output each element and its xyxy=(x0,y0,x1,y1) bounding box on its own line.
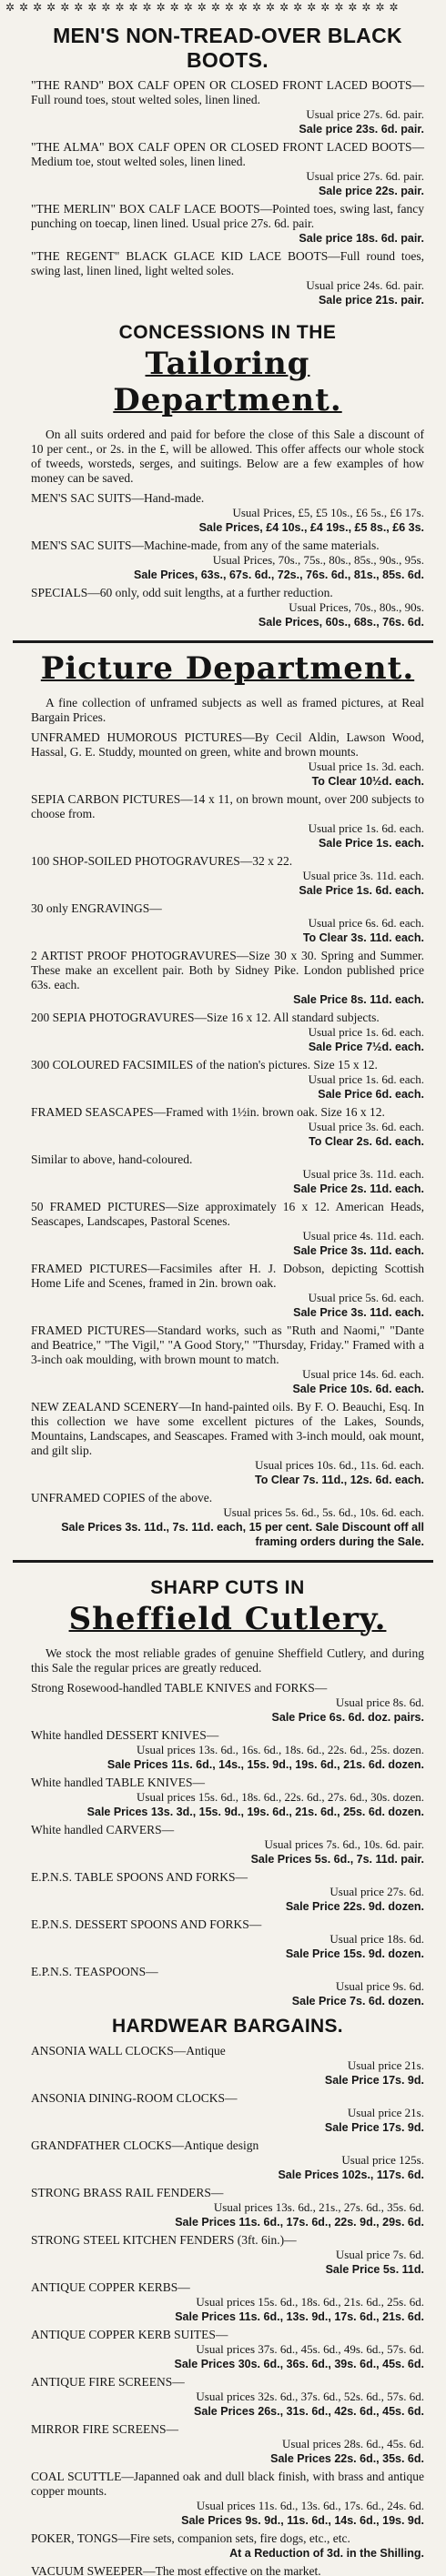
list-item xyxy=(31,2564,424,2576)
tailoring-heading-large: Tailoring Department. xyxy=(113,346,342,418)
item-description: FRAMED SEASCAPES—Framed with 1½in. brown oak. Size 16 x 12. xyxy=(31,1105,385,1119)
boots-section xyxy=(0,24,446,307)
list-item xyxy=(31,1400,424,1487)
sale-price: Sale price 23s. 6d. pair. xyxy=(299,123,424,136)
pictures-section xyxy=(0,650,446,1549)
tailoring-intro: On all suits ordered and paid for before the close of this Sale a discount of 10 per cent., or 2s. in the £, will be allowed. This offer affects our whole stock of tweeds, worsteds, serges, and suitings. Below are a few examples of how money can be saved. xyxy=(31,428,424,485)
boots-list xyxy=(31,78,424,307)
list-item xyxy=(31,78,424,136)
item-description: 200 SEPIA PHOTOGRAVURES—Size 16 x 12. All standard subjects. xyxy=(31,1011,380,1024)
usual-price: Usual prices 15s. 6d., 18s. 6d., 22s. 6d., 27s. 6d., 30s. dozen. xyxy=(137,1790,424,1804)
item-description: ANTIQUE COPPER KERB SUITES— xyxy=(31,2328,228,2341)
sale-price: Sale Prices, 63s., 67s. 6d., 72s., 76s. 6d., 81s., 85s. 6d. xyxy=(134,569,424,581)
sale-price: Sale Price 17s. 9d. xyxy=(324,2121,424,2134)
usual-price: Usual price 9s. 6d. xyxy=(335,1979,424,1993)
usual-price: Usual price 3s. 11d. each. xyxy=(302,869,424,882)
item-description: "THE REGENT" BLACK GLACE KID LACE BOOTS—Full round toes, swing last, linen lined, light welted soles. xyxy=(31,249,424,277)
usual-price: Usual prices 10s. 6d., 11s. 6d. each. xyxy=(255,1458,424,1472)
usual-price: Usual price 1s. 6d. each. xyxy=(308,821,424,835)
list-item xyxy=(31,1491,424,1549)
cutlery-list xyxy=(31,1681,424,2008)
sale-price: Sale Prices 5s. 6d., 7s. 11d. pair. xyxy=(250,1853,424,1866)
usual-price: Usual price 125s. xyxy=(341,2153,424,2167)
list-item xyxy=(31,854,424,898)
item-description: 2 ARTIST PROOF PHOTOGRAVURES—Size 30 x 30. Spring and Summer. These make an excellent pair. Both by Sidney Pike. London published price 63s. each. xyxy=(31,949,424,991)
sale-price: Sale price 22s. pair. xyxy=(318,185,424,197)
list-item xyxy=(31,949,424,1007)
sale-price: Sale Price 22s. 9d. dozen. xyxy=(285,1900,424,1913)
usual-price: Usual price 4s. 11d. each. xyxy=(302,1229,424,1243)
sale-price: Sale Price 10s. 6d. each. xyxy=(292,1383,424,1395)
section-divider xyxy=(13,1560,433,1563)
item-description: Similar to above, hand-coloured. xyxy=(31,1152,193,1166)
item-description: White handled DESSERT KNIVES— xyxy=(31,1728,219,1742)
list-item xyxy=(31,1870,424,1914)
item-description: POKER, TONGS—Fire sets, companion sets, fire dogs, etc., etc. xyxy=(31,2531,350,2545)
usual-price: Usual price 21s. xyxy=(347,2106,424,2119)
usual-price: Usual price 1s. 3d. each. xyxy=(308,760,424,773)
usual-price: Usual prices 7s. 6d., 10s. 6d. pair. xyxy=(264,1837,424,1851)
tailoring-list xyxy=(31,491,424,629)
sale-price: Sale Price 7½d. each. xyxy=(308,1041,424,1053)
top-star-border: ✲ ✲ ✲ ✲ ✲ ✲ ✲ ✲ ✲ ✲ ✲ ✲ ✲ ✲ ✲ ✲ ✲ ✲ ✲ ✲ ✲ ✲ ✲ ✲ ✲ ✲ ✲ ✲ ✲ xyxy=(5,1,400,14)
list-item xyxy=(31,249,424,307)
list-item xyxy=(31,2044,424,2088)
item-description: GRANDFATHER CLOCKS—Antique design xyxy=(31,2138,259,2152)
usual-price: Usual price 27s. 6d. xyxy=(329,1885,424,1898)
item-description: COAL SCUTTLE—Japanned oak and dull black finish, with brass and antique copper mounts. xyxy=(31,2470,424,2498)
list-item xyxy=(31,1105,424,1149)
list-item xyxy=(31,1152,424,1196)
usual-price: Usual prices 37s. 6d., 45s. 6d., 49s. 6d., 57s. 6d. xyxy=(196,2342,424,2356)
list-item xyxy=(31,2531,424,2561)
list-item xyxy=(31,2375,424,2419)
item-description: UNFRAMED COPIES of the above. xyxy=(31,1491,213,1504)
sale-price: Sale price 18s. 6d. pair. xyxy=(299,232,424,245)
usual-price: Usual price 18s. 6d. xyxy=(329,1932,424,1946)
item-description: FRAMED PICTURES—Facsimiles after H. J. Dobson, depicting Scottish Home Life and Scenes, framed in 2in. brown oak. xyxy=(31,1262,424,1290)
hardware-list xyxy=(31,2044,424,2576)
sale-price: Sale Prices 11s. 6d., 17s. 6d., 22s. 9d., 29s. 6d. xyxy=(175,2216,424,2229)
cutlery-intro: We stock the most reliable grades of genuine Sheffield Cutlery, and during this Sale the regular prices are greatly reduced. xyxy=(31,1646,424,1675)
sale-price: Sale Prices 26s., 31s. 6d., 42s. 6d., 45s. 6d. xyxy=(194,2405,424,2418)
usual-price: Usual price 1s. 6d. each. xyxy=(308,1072,424,1086)
item-description: FRAMED PICTURES—Standard works, such as "Ruth and Naomi," "Dante and Beatrice," "The Vigil," "A Good Story," "Thursday, Friday." Framed with a 3-inch oak moulding, with brown mount to match. xyxy=(31,1323,424,1366)
item-description: ANTIQUE COPPER KERBS— xyxy=(31,2280,190,2294)
cutlery-heading-small: SHARP CUTS IN xyxy=(150,1577,305,1598)
list-item xyxy=(31,792,424,850)
pictures-list xyxy=(31,730,424,1549)
sale-price: Sale Prices 102s., 117s. 6d. xyxy=(278,2168,424,2181)
item-description: ANSONIA WALL CLOCKS—Antique xyxy=(31,2044,226,2058)
sale-price: To Clear 7s. 11d., 12s. 6d. each. xyxy=(255,1474,424,1486)
boots-heading: MEN'S NON-TREAD-OVER BLACK BOOTS. xyxy=(53,24,402,72)
sale-price: To Clear 3s. 11d. each. xyxy=(302,931,424,944)
sale-price: Sale Prices, 60s., 68s., 76s. 6d. xyxy=(258,616,424,629)
usual-price: Usual prices 32s. 6d., 37s. 6d., 52s. 6d., 57s. 6d. xyxy=(196,2390,424,2403)
sale-price: To Clear 2s. 6d. each. xyxy=(309,1135,424,1148)
sale-price: Sale Prices, £4 10s., £4 19s., £5 8s., £6 3s. xyxy=(198,521,424,534)
item-description: 300 COLOURED FACSIMILES of the nation's pictures. Size 15 x 12. xyxy=(31,1058,378,1072)
item-description: MIRROR FIRE SCREENS— xyxy=(31,2422,179,2436)
usual-price: Usual prices 28s. 6d., 45s. 6d. xyxy=(282,2437,424,2450)
item-description: 50 FRAMED PICTURES—Size approximately 16 x 12. American Heads, Seascapes, Landscapes, Pastoral Scenes. xyxy=(31,1200,424,1228)
sale-price: Sale Price 6s. 6d. doz. pairs. xyxy=(271,1711,424,1724)
sale-price: Sale Price 2s. 11d. each. xyxy=(293,1182,424,1195)
sale-price: Sale Prices 11s. 6d., 13s. 9d., 17s. 6d., 21s. 6d. xyxy=(175,2310,424,2323)
list-item xyxy=(31,1917,424,1961)
list-item xyxy=(31,2138,424,2182)
usual-price: Usual Prices, 70s., 75s., 80s., 85s., 90s., 95s. xyxy=(212,553,424,567)
item-description: "THE ALMA" BOX CALF OPEN OR CLOSED FRONT LACED BOOTS—Medium toe, stout welted soles, linen lined. xyxy=(31,140,424,168)
sale-price: Sale Price 3s. 11d. each. xyxy=(293,1306,424,1319)
sale-price: Sale Price 1s. each. xyxy=(318,837,424,850)
item-description: White handled CARVERS— xyxy=(31,1823,175,1836)
usual-price: Usual prices 13s. 6d., 21s., 27s. 6d., 35s. 6d. xyxy=(213,2200,424,2214)
tailoring-heading-small: CONCESSIONS IN THE xyxy=(118,322,337,343)
item-description: Strong Rosewood-handled TABLE KNIVES and FORKS— xyxy=(31,1681,328,1695)
usual-price: Usual price 24s. 6d. pair. xyxy=(306,278,424,292)
list-item xyxy=(31,2280,424,2324)
list-item xyxy=(31,2186,424,2229)
list-item xyxy=(31,202,424,246)
item-description: STRONG BRASS RAIL FENDERS— xyxy=(31,2186,224,2199)
list-item xyxy=(31,1776,424,1819)
sale-price: Sale Prices 9s. 9d., 11s. 6d., 14s. 6d., 19s. 9d. xyxy=(181,2514,424,2527)
list-item xyxy=(31,1058,424,1102)
list-item xyxy=(31,538,424,582)
item-description: White handled TABLE KNIVES— xyxy=(31,1776,206,1789)
sale-price: Sale Prices 22s. 6d., 35s. 6d. xyxy=(270,2452,424,2465)
item-description: 100 SHOP-SOILED PHOTOGRAVURES—32 x 22. xyxy=(31,854,293,868)
usual-price: Usual price 14s. 6d. each. xyxy=(302,1367,424,1381)
item-description: ANTIQUE FIRE SCREENS— xyxy=(31,2375,185,2389)
usual-price: Usual prices 15s. 6d., 18s. 6d., 21s. 6d., 25s. 6d. xyxy=(196,2295,424,2309)
hardware-section xyxy=(0,2014,446,2576)
list-item xyxy=(31,2422,424,2466)
item-description: 30 only ENGRAVINGS— xyxy=(31,901,162,915)
list-item xyxy=(31,2470,424,2528)
sale-price: Sale Price 6d. each. xyxy=(318,1088,424,1101)
usual-price: Usual price 3s. 6d. each. xyxy=(308,1120,424,1133)
item-description: SEPIA CARBON PICTURES—14 x 11, on brown mount, over 200 subjects to choose from. xyxy=(31,792,424,820)
item-description: E.P.N.S. TEASPOONS— xyxy=(31,1965,158,1978)
list-item xyxy=(31,2328,424,2371)
usual-price: Usual price 21s. xyxy=(347,2058,424,2072)
usual-price: Usual price 3s. 11d. each. xyxy=(302,1167,424,1181)
sale-price: Sale Price 15s. 9d. dozen. xyxy=(285,1947,424,1960)
sale-price: Sale Price 7s. 6d. dozen. xyxy=(291,1995,424,2007)
sale-price: At a Reduction of 3d. in the Shilling. xyxy=(229,2547,424,2560)
section-divider xyxy=(13,640,433,643)
item-description: "THE RAND" BOX CALF OPEN OR CLOSED FRONT LACED BOOTS—Full round toes, stout welted soles, linen lined. xyxy=(31,78,424,106)
pictures-heading: Picture Department. xyxy=(40,650,415,687)
list-item xyxy=(31,1011,424,1054)
sale-price: To Clear 10½d. each. xyxy=(311,775,424,788)
list-item xyxy=(31,1681,424,1725)
item-description: MEN'S SAC SUITS—Hand-made. xyxy=(31,491,205,505)
usual-price: Usual price 1s. 6d. each. xyxy=(308,1025,424,1039)
list-item xyxy=(31,1200,424,1258)
list-item xyxy=(31,1965,424,2008)
item-description: MEN'S SAC SUITS—Machine-made, from any of the same materials. xyxy=(31,538,380,552)
item-description: SPECIALS—60 only, odd suit lengths, at a further reduction. xyxy=(31,586,333,599)
list-item xyxy=(31,140,424,198)
list-item xyxy=(31,1323,424,1396)
usual-price: Usual price 8s. 6d. xyxy=(335,1696,424,1709)
cutlery-heading-large: Sheffield Cutlery. xyxy=(68,1601,387,1637)
sale-price: Sale Prices 13s. 3d., 15s. 9d., 19s. 6d., 21s. 6d., 25s. 6d. dozen. xyxy=(86,1806,424,1818)
item-description: STRONG STEEL KITCHEN FENDERS (3ft. 6in.)— xyxy=(31,2233,297,2247)
list-item xyxy=(31,491,424,535)
sale-price: Sale Price 1s. 6d. each. xyxy=(299,884,424,897)
usual-price: Usual Prices, 70s., 80s., 90s. xyxy=(289,600,424,614)
usual-price: Usual price 7s. 6d. xyxy=(335,2248,424,2261)
item-description: E.P.N.S. TABLE SPOONS AND FORKS— xyxy=(31,1870,248,1884)
list-item xyxy=(31,586,424,629)
list-item xyxy=(31,2233,424,2277)
sale-price: Sale Price 17s. 9d. xyxy=(324,2074,424,2087)
cutlery-section xyxy=(0,1577,446,2008)
sale-price: Sale Price 8s. 11d. each. xyxy=(293,993,424,1006)
usual-price: Usual price 6s. 6d. each. xyxy=(308,916,424,930)
usual-price: Usual prices 5s. 6d., 5s. 6d., 10s. 6d. each. xyxy=(223,1505,424,1519)
list-item xyxy=(31,901,424,945)
usual-price: Usual price 27s. 6d. pair. xyxy=(306,107,424,121)
sale-price: Sale Prices 11s. 6d., 14s., 15s. 9d., 19s. 6d., 21s. 6d. dozen. xyxy=(106,1758,424,1771)
tailoring-section xyxy=(0,322,446,629)
usual-price: Usual price 27s. 6d. pair. xyxy=(306,169,424,183)
hardware-heading: HARDWEAR BARGAINS. xyxy=(112,2016,343,2037)
list-item xyxy=(31,1728,424,1772)
usual-price: Usual prices 11s. 6d., 13s. 6d., 17s. 6d., 24s. 6d. xyxy=(196,2499,424,2512)
list-item xyxy=(31,1262,424,1320)
pictures-intro: A fine collection of unframed subjects as well as framed pictures, at Real Bargain Prices. xyxy=(31,696,424,724)
item-description: E.P.N.S. DESSERT SPOONS AND FORKS— xyxy=(31,1917,262,1931)
usual-price: Usual Prices, £5, £5 10s., £6 5s., £6 17s. xyxy=(232,506,424,519)
sale-price: Sale price 21s. pair. xyxy=(318,294,424,307)
item-description: VACUUM SWEEPER—The most effective on the market. xyxy=(31,2564,321,2576)
usual-price: Usual prices 13s. 6d., 16s. 6d., 18s. 6d., 22s. 6d., 25s. dozen. xyxy=(137,1743,424,1756)
sale-price: Sale Prices 30s. 6d., 36s. 6d., 39s. 6d., 45s. 6d. xyxy=(174,2358,424,2370)
item-description: "THE MERLIN" BOX CALF LACE BOOTS—Pointed toes, swing last, fancy punching on toecap, linen lined. Usual price 27s. 6d. pair. xyxy=(31,202,424,230)
list-item xyxy=(31,1823,424,1867)
sale-price: Sale Price 5s. 11d. xyxy=(325,2263,424,2276)
item-description: NEW ZEALAND SCENERY—In hand-painted oils. By F. O. Beauchi, Esq. In this collection we have some excellent pictures of the Lakes, Sounds, Mountains, Landscapes, and Seascapes. Framed with 3-inch mould, oak mount, and gilt slip. xyxy=(31,1400,424,1457)
sale-price: Sale Prices 3s. 11d., 7s. 11d. each, 15 per cent. Sale Discount off all framing orders during the Sale. xyxy=(61,1521,424,1548)
item-description: ANSONIA DINING-ROOM CLOCKS— xyxy=(31,2091,238,2105)
sale-price: Sale Price 3s. 11d. each. xyxy=(293,1244,424,1257)
list-item xyxy=(31,730,424,789)
item-description: UNFRAMED HUMOROUS PICTURES—By Cecil Aldin, Lawson Wood, Hassal, G. E. Studdy, mounted on green, white and brown mounts. xyxy=(31,730,424,759)
list-item xyxy=(31,2091,424,2135)
usual-price: Usual price 5s. 6d. each. xyxy=(308,1291,424,1304)
